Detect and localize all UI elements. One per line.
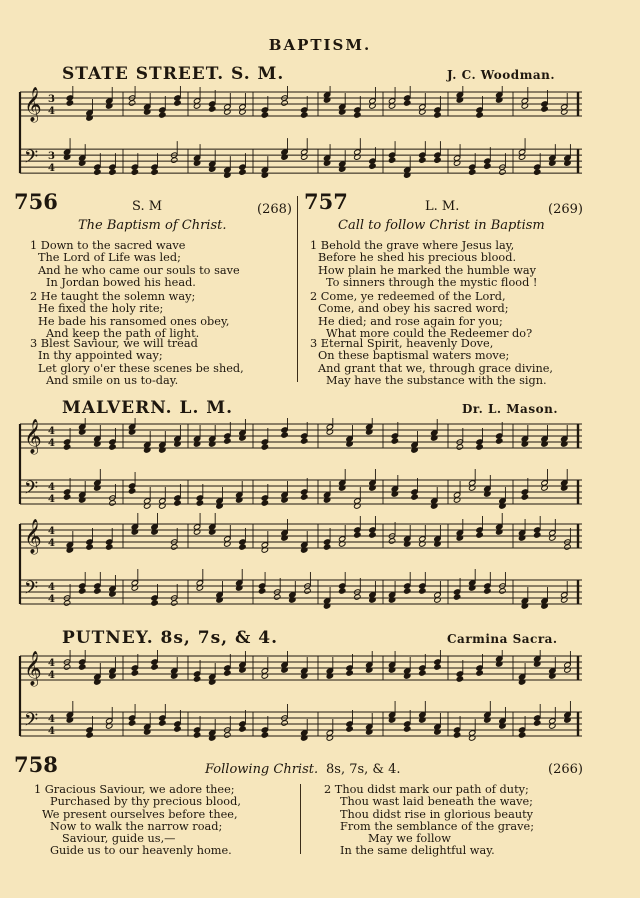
svg-text:𝄞: 𝄞: [24, 651, 42, 686]
tune-composer-malvern: Dr. L. Mason.: [462, 402, 558, 416]
column-divider: [297, 196, 298, 382]
svg-text:4: 4: [48, 658, 55, 669]
hymn-title-756: The Baptism of Christ.: [78, 218, 227, 233]
svg-text:𝄞: 𝄞: [24, 87, 42, 122]
svg-text:4: 4: [48, 594, 55, 605]
svg-text:4: 4: [48, 426, 55, 437]
svg-text:4: 4: [48, 438, 55, 449]
svg-text:𝄢: 𝄢: [24, 147, 39, 173]
svg-text:𝄞: 𝄞: [24, 419, 42, 454]
music-score-putney: [14, 650, 584, 750]
svg-text:4: 4: [48, 582, 55, 593]
hymn-757-stanza-1: 1 Behold the grave where Jesus lay, Before he shed his precious blood. How plain he marked the humble way To sinners through the mystic flood !: [310, 239, 538, 289]
music-score-malvern: [14, 418, 584, 618]
tune-composer-state-street: J. C. Woodman.: [447, 68, 556, 82]
hymn-number-756: 756: [14, 189, 58, 214]
hymn-756-stanza-3: 3 Blest Saviour, we will tread In thy appointed way; Let glory o'er these scenes be shed, And smile on us to-day.: [30, 337, 244, 387]
svg-text:4: 4: [48, 163, 55, 175]
svg-text:𝄢: 𝄢: [24, 478, 39, 503]
hymn-number-758: 758: [14, 752, 58, 777]
svg-text:𝄞: 𝄞: [24, 519, 42, 554]
hymn-page-ref-758: (266): [548, 762, 583, 777]
svg-text:3: 3: [48, 94, 55, 105]
hymn-758-stanza-2: 2 Thou didst mark our path of duty; Thou wast laid beneath the wave; Thou didst rise in glorious beauty From the semblance of the grave; May we follow In the same delightful way.: [324, 783, 534, 858]
tune-name-malvern: MALVERN. L. M.: [62, 398, 234, 418]
svg-text:4: 4: [48, 482, 55, 493]
svg-text:4: 4: [48, 494, 55, 505]
hymn-page-ref-757: (269): [548, 202, 583, 217]
hymn-meter-757: L. M.: [425, 199, 460, 214]
svg-text:4: 4: [48, 714, 55, 725]
hymn-756-stanza-2: 2 He taught the solemn way; He fixed the holy rite; He bade his ransomed ones obey, And keep the path of light.: [30, 290, 230, 340]
section-title: BAPTISM.: [268, 36, 372, 54]
hymn-meter-756: S. M: [132, 199, 163, 214]
svg-text:4: 4: [48, 726, 55, 737]
svg-text:𝄢: 𝄢: [24, 710, 39, 735]
hymn-title-758: Following Christ.: [205, 762, 319, 777]
tune-name-state-street: STATE STREET. S. M.: [62, 64, 285, 84]
hymn-756-stanza-1: 1 Down to the sacred wave The Lord of Life was led; And he who came our souls to save In Jordan bowed his head.: [30, 239, 240, 289]
svg-text:𝄢: 𝄢: [24, 578, 39, 603]
hymn-page-ref-756: (268): [257, 202, 292, 217]
hymn-title-757: Call to follow Christ in Baptism: [338, 218, 545, 233]
hymn-meter-758: 8s, 7s, & 4.: [326, 762, 401, 777]
hymn-758-stanza-1: 1 Gracious Saviour, we adore thee; Purchased by thy precious blood, We present ourselves before thee, Now to walk the narrow road; Saviour, guide us,— Guide us to our heavenly home.: [34, 783, 241, 858]
tune-name-putney: PUTNEY. 8s, 7s, & 4.: [62, 628, 279, 648]
music-score-state-street: [14, 86, 584, 188]
hymn-757-stanza-2: 2 Come, ye redeemed of the Lord, Come, and obey his sacred word; He died; and rose again for you; What more could the Redeemer do?: [310, 290, 533, 340]
svg-text:4: 4: [48, 106, 55, 117]
svg-text:4: 4: [48, 670, 55, 681]
svg-text:4: 4: [48, 526, 55, 537]
svg-text:3: 3: [48, 151, 55, 163]
hymn-757-stanza-3: 3 Eternal Spirit, heavenly Dove, On these baptismal waters move; And grant that we, through grace divine, May have the substance with the sign.: [310, 337, 554, 387]
column-divider-758: [300, 784, 301, 854]
hymn-number-757: 757: [304, 189, 348, 214]
tune-composer-putney: Carmina Sacra.: [447, 632, 558, 646]
svg-text:4: 4: [48, 538, 55, 549]
